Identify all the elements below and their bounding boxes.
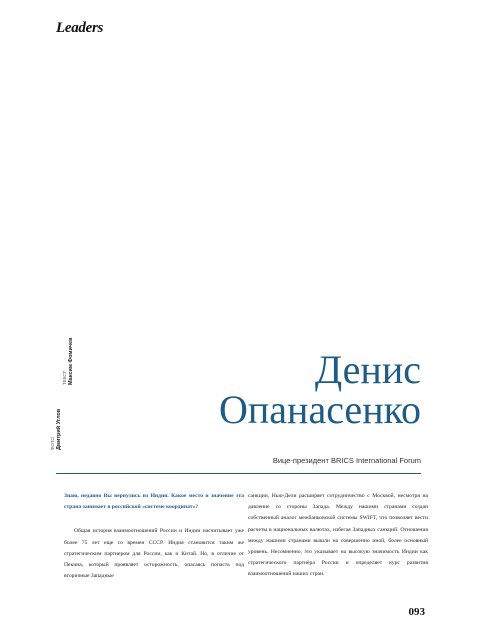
interview-question: Знаю, недавно Вы вернулись из Индии. Какое место и значение эта страна занимает в российской «системе координат»? [64, 493, 244, 511]
divider-line [56, 473, 421, 474]
article-column-left [64, 491, 244, 582]
photo-credit-role: ФОТО [50, 437, 55, 450]
magazine-logo: Leaders [56, 20, 104, 36]
page-number: 093 [408, 606, 425, 618]
photo-credit [50, 409, 63, 450]
person-name [218, 347, 421, 432]
text-credit-role: ТЕКСТ [62, 370, 67, 385]
article-paragraph-continued: санкции, Нью-Дели расширяет сотрудничество с Москвой, несмотря на давление со стороны Запада. Между нашими странами создан собственный аналог межбанковской системы SWIFT, что позволяет вести расчеты в национальных валютах, избегая Западных санкций. Отношения между нашими странами вышли на совершенно иной, более основный уровень. Несомненно, это указывает на высокую значимость Индии как стратегического партнёра России и определяет курс развития взаимоотношений наших стран. [248, 493, 428, 578]
person-position: Вице-президент BRICS International Forum [272, 456, 421, 465]
text-credit [62, 338, 75, 386]
person-first-name: Денис [314, 347, 421, 392]
article-column-right [248, 491, 428, 581]
credits-block [50, 330, 90, 450]
text-credit-author: Максим Фомичев [68, 337, 74, 385]
photo-credit-author: Дмитрий Углов [56, 408, 62, 450]
person-last-name: Опанасенко [218, 387, 421, 432]
article-paragraph: Общая история взаимоотношений России и Индии насчитывает уже более 75 лет еще со времен СССР. Индия становится таким же стратегическим партнером для России, как и Китай. Но, в отличие от Пекина, который проявляет осторожность, опасаясь попасть под вторичные Западные [64, 528, 244, 580]
